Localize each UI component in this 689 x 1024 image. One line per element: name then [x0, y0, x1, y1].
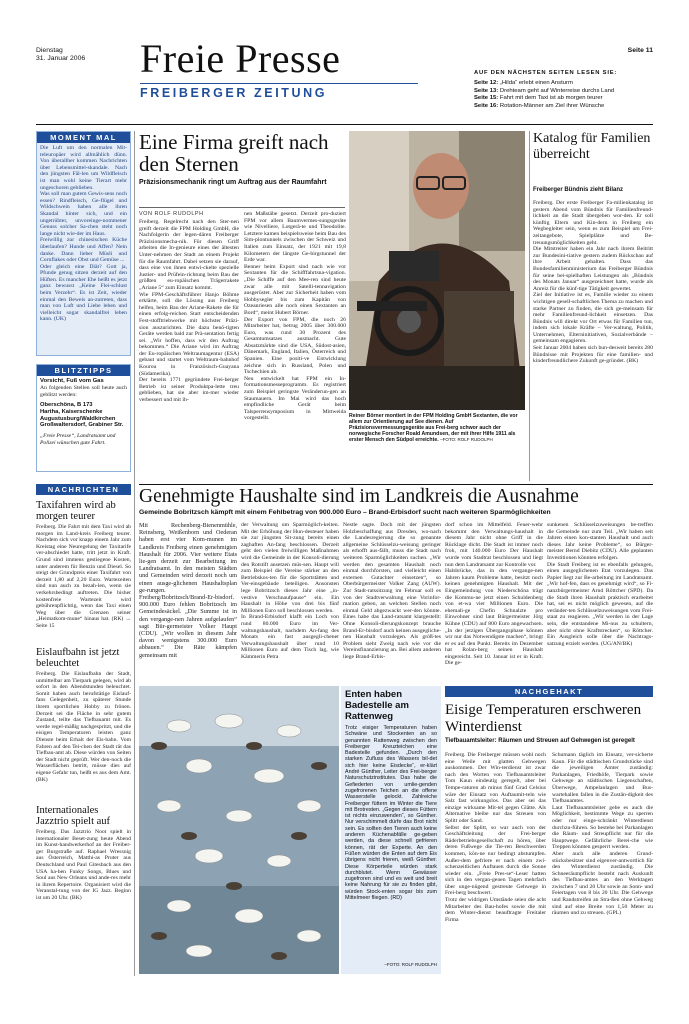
- news-text-taxi: Freiberg. Die Fahrt mit dem Taxi wird ab morgen im Land-kreis Freiberg teurer. Nachdem sich vor knapp einem Jahr zum Kreistag eine Neuregelung der Taxitarife ver-abschiedet hatte, tritt jetzt in Kraft. Grund sind immens gestiegene Kosten, unter anderem für Benzin und Diesel. So steigt der Grundpreis einer Taxifahrt von derzeit 1,80 auf 2,20 Euro. Wartezeiten sind nun auch zu bezah-len, wenn sie verkehrsbedingt auftreten. Die bisher kostenfreie Wartezeit wird gebührenpflichtig, wenn das Taxi einen Weg über die Grenzen seiner „Heimatkom-mune“ hinaus hat. (RK) → Seite 15: [36, 524, 131, 629]
- news-text-jazz: Freiberg. Das Jazztrio Noot spielt in internationaler Beset-zung heute Abend im Kunst-handwerkerhof an der Freiber-ger Burgstraße auf. Raphael Wressnig aus Österreich, Matthi-as Pruter aus Deutschland und Paul Gitesbach aus den USA ha-ben Funky Songs, Blues und Soul aus New Orleans und ande-res mehr in ihrem Repertoire. Organisiert wird die Veranstal-tung von der IG Jazz. Beginn ist um 20 Uhr. (BK): [36, 829, 131, 901]
- article1-headline: Eine Firma greift nach den Sternen: [139, 130, 329, 176]
- nachgehakt-column-2: Schumann täglich im Einsatz, ver-sicherte Kaun. Für die städtischen Grundstücke sind die jeweiligen Ämter zuständig: Parkanlagen, Friedhöfe, Tierpark sowie Gehwege an städtischen Liegenschaften, Überwege, Ampelanlagen und Bus-wartehallen fallen in die Zustän-digkeit des Tiefbauamtes. Laut Tiefbauamtsleiter gebe es auch die Möglichkeit, bestimmte Wege zu sperren oder nur einge-schränkt Winterdienst durchzu-führen. So bestehe bei Parkanlagen die Räum- und Streupflicht nur für die Hauptwege. Gefährliche Berei-che wie Treppen könnten gesperrt werden. Aber auch alle anderen Grund-stücksbesitzer sind eigenver-antwortlich für den Winterdienst zuständig. Die Schneeräumpflicht besteht nach Auskunft des Tiefbau-amtes an den Werktagen zwischen 7 und 20 Uhr sowie an Sonn- und Feiertagen von 8 bis 20 Uhr. Die Gehwege und Randstreifen an Stra-ßen ohne Gehweg sind auf eine Breite von 1,50 Meter zu räumen und zu streuen. (GPL): [552, 752, 653, 917]
- moment-mal-label: MOMENT MAL: [37, 132, 130, 143]
- teaser-item[interactable]: Seite 16: Rotation-Männer am Ziel ihrer Wünsche: [474, 102, 605, 109]
- article1-column-2: nen Maßstäbe gesetzt. Derzeit pro-duziert FPM vor allem Baumvermes-sungsgeräte wie Nivelliere, Lotgerä-te und Theodolite. Letztere kamen beispielsweise beim Bau des Sim-plontunnels zwischen der Schweiz und Italien zum Einsatz, der 1921 mit 19,8 Kilometern der längste Ge-birgstunnel der Erde war. Benner beim Export sind nach wie vor Sextanten für die Schifffahrtsna-vigation. „Die Schiffe auf den Mee-ren sind heute zwar alle mit Satelli-tennavigation ausgerüstet. Aber zur Sicherheit haben vom Hobbysegler bis zum Kapitän von Ozeanriesen alle noch einen Sextanten an Bord“, meint Hubert Börner. Der Export von FPM, die noch 26 Mitarbeiter hat, betrug 2005 über 300.000 Euro, was rund 30 Prozent des Gesamtumsatzes ausmacht. Gute Absatzmärkte sind die USA, Südost-asien, Dänemark, England, Italien, Österreich und Spanien. Eine positi-ve Entwicklung zeichne sich in Russland, Polen und Tschechien ab. Neu entwickelt hat FPM ein In-formationsmesseprogramm. Es registriert zum Beispiel geringste Veränderun-gen an Staumauern. Im Mai wird das hoch empfindliche Gerät beim Talsperrensymposium in Mittweida vorgestellt.: [244, 211, 346, 422]
- photo-workshop-illustration: [349, 131, 525, 410]
- article2-column-4: dorf schon im Mittelfeld. Feuer-wehr bekommt den Verwaltungs-haushalt in diesem Jahr nicht ohne Griff in die Rücklage dicht. Die Stadt ist immer noch froh, mit 140.000 Euro Der Haushalt wurde vom Stadtrat beschlossen und liegt nun dem Landratsamt zur Kontrolle vor. Halsbrücke, das in den vergange-nen Jahren kaum Probleme hatte, besitzt noch keinen genehmigten Haushalt. Mit der Eingemeindung von Niederschöna trägt die Kommu-ne jetzt einen Schuldenberg von et-wa vier Millionen Euro. Die ehemali-ge Chefin Schnalzte pro Einwohner sind laut Bürgermeister Jörg Kühne (CDU) auf 800 Euro angewachsen. „In der jetzigen Übergangsphase können wir nur das Notwendigste machen“, bringt er es auf den Punkt. Bereits im Dezember hat Rolan-berg seinen Haushalt eingereicht. Seit 10. Januar ist er in Kraft. Die ge-: [445, 522, 543, 667]
- katalog-text: Freiberg. Der erste Freiberger Fa-milienkatalog ist gestern Abend vom Bündnis für Familienfreund-lichkeit an die Stadt übergeben wor-den. Er soll künftig Eltern und Kin-dern in Freiberg ein Wegbegleiter sein, wenn es zum Beispiel um Frei-zeitangebote, Spielplätze und Be-treuungsmöglichkeiten geht. Die Mitstreiter haben ein Jahr nach ihrem Beitritt zur Bundesini-tiative gestern zudem Rückschau auf ihre Arbeit gehalten. Dass das Bundesfamilienministerium das Freiberger Bündnis für seine bei-spielhaften Leistungen als „Bündnis des Monats Januar“ ausgezeichnet hatte, wurde als Anreiz für die künf-tige Tätigkeit gewertet. Ziel der Initiative ist es, Familie wieder zu einem wichtigen gesell-schaftlichen Thema zu machen und starke Partner zu finden, die sich ge-meinsam für mehr Familienfreund-lichkeit einsetzen. Das Bündnis will direkt vor Ort etwas für Familien tun, indem sich lokale Kräfte – Ver-waltung, Politik, Unternehmen, Elterninitiativen, Sozialverbände – gemeinsam engagieren. Seit Januar 2004 haben sich bun-desweit bereits 280 Bündnisse mit Projekten für eine familien- und kinderfreundlichere Zukunft ge-gründet. (BK): [533, 200, 653, 365]
- news-text-eislauf: Freiberg. Die Eislaufbahn der Stadt, unmittelbar am Tierpark gelegen, wird ab sofort in den Abendstunden beleuchtet. Somit haben auch berufstätige Eislauf-fans Gelegenheit, zu späterer Stunde ihrem sportlichen Hobby zu frönen. Derzeit sei die Fläche in sehr gutem Zustand, teilte das Tiefbauamt mit. Es werde regel-mäßig nachgespritzt, und die eisigen Temperaturen leisten ganz Dienste beim Erhalt der Eis-bahn. Vom Fahren auf den Tei-chen der Stadt rät das Tiefbau-amt ab. Diese würden von Seiten der Stadt nicht geprüft. Wer den-noch die Wasserflächen betritt, müsse dies auf eigene Gefahr tun, heißt es aus dem Amt. (BK): [36, 671, 131, 783]
- mid-divider: [139, 484, 653, 485]
- moment-mal-box: [36, 131, 131, 356]
- blitztipps-source: „Freie Presse“, Landratsamt und Polizei wünschen gute Fahrt.: [40, 433, 116, 446]
- moment-mal-text: Die Luft um den normalen Mit-teleuropäer wird allmählich dünn. Von überallher kommen Nachrichten über Lebensmittel-skandale. Nach den jüngsten Fäl-len um Wildfleisch ist man wohl keine Tierart mehr ungeschoren geblieben. Was soll man gutem Gewis-sens noch essen? Rindfleisch, Ge-flügel und Wildschwein haben alle ihren Skandal hinter sich, und ein ungetrübter, unvoreinge-nommener Genuss solcher Sa-chen steht noch lange nicht wie-der im Haus. Freiwillig zur chinesischen Küche überlaufen? Hunde und Affen? Nein danke. Dann lieber Müsli und Cornflakes oder Obst und Gemüse ... Oder gleich eine Diät? Gott ja, Pfunde genug sitzen derzeit auf den Hüften. Es mancher Ehe heißt es jetzt ganz bewusst „Keine Flei-schlust beim Verzehr“. Es ist Zeit, wieder einmal den Beweis an-zutreten, dass man von Luft und Liebe leben und vielleicht sogar skandalfrei leben kann. (UK): [40, 145, 127, 323]
- column-divider: [529, 131, 530, 481]
- nachgehakt-section: [445, 686, 653, 744]
- header-divider: [36, 124, 653, 125]
- enten-box: [341, 686, 441, 974]
- blitztipps-label: BLITZTIPPS: [37, 365, 130, 376]
- blitztipps-box: [36, 364, 131, 472]
- article2-column-2: der Verwaltung um Sparmöglich-keiten. Mit der Erhöhung der Hun-desteuer haben sie zur jüngsten Sit-zung bereits einen zaghaften An-fang beschlossen. Derzeit geht den vielen freiwilligen Maßnahmen wird die Gemeinde in der Konsoli-dierung den Rotstift ansetzen müs-sen. Haupt will zum Beispiel die Vereine stärker an den Betriebskos-ten für die Sportstätten und Ver-einsgebäude beteiligen. Ansonsten lege Bobritzsch dieses Jahr eine „in-vestive Verschnaufpause“ ein. Ein Haushalt in Höhe von drei bis fünf Millionen Euro soll beschlossen werden. In Brand-Erbisdorf klafft ein Loch von rund 80.000 Euro im Ver-waltungshaushalt, nachdem An-fang des Monats ein fast ausgegli-chener Verwaltungshaushalt über rund 10 Millionen Euro auf dem Tisch lag, wie Kämmerin Petra: [241, 522, 339, 660]
- weekday: Dienstag: [36, 47, 63, 54]
- article2-headline: Genehmigte Haushalte sind im Landkreis die Ausnahme: [139, 486, 579, 507]
- article2-column-3: Nestle sagte. Doch mit der jüngsten Holzbeschaffung aus Dresden, wo-nach die Landesregierung die so genannte allgemeine Schlüsselzu-weisung geringer als erhofft aus-fällt, muss die Stadt nach weiteren Sparmöglichkeiten suchen. „Wir werden den gesamten Haushalt noch einmal durchforsten, und vielleicht einen externen Gutachter einsetzen“, so Oberbürgermeister Volker Zang (AUW). Zur Stadt-ratssitzung im Februar soll es von der Stadtverwaltung eine Vorinfor-mation geben, an welchen Stellen noch einmal Geld abgezwackt wer-den könnte. Eines habe das Land-ratsamt klargestellt: Ohne Konsoli-dierungskonzept brauche Brand-Er-bisdorf auch keinen ausgegliche-nen Haushalt vorzulegen. Als größ-tes Problem sieht Zweig nach wie vor die Vereinsfinanzierung an. Bei allem anderen liege Brand-Erbis-: [343, 522, 441, 660]
- article2-subhead: Gemeinde Bobritzsch kämpft mit einem Fehlbetrag von 900.000 Euro – Brand-Erbisdorf sucht nach weiteren Sparmöglichkeiten: [139, 509, 551, 516]
- photo-workshop: [349, 131, 525, 410]
- news-title-taxi: Taxifahren wird ab morgen teurer: [36, 500, 116, 522]
- nachrichten-label: NACHRICHTEN: [36, 484, 131, 495]
- teaser-item[interactable]: Seite 13: Drehteam geht auf Winterreise durchs Land: [474, 87, 615, 94]
- blitztipps-places: Oberschöna, B 173 Hartha, Kaiserschenke Augustusburg/Waldkirchen Großwaltersdorf, Grabiner Str.: [40, 402, 124, 429]
- enten-credit: –FOTO: ROLF RUDOLPH: [384, 962, 437, 967]
- article1-rule: [139, 207, 345, 208]
- photo-ducks-illustration: [139, 686, 339, 974]
- page-number: Seite 11: [627, 47, 653, 54]
- article2-column-1: Mit Rechenberg-Bienenmühle, Reinsberg, Weißenborn und Oederan haben erst vier Kom-munen im Landkreis Freiberg einen genehmigten Haushalt für 2006. Vier weitere Etats lie-gen derzeit zur Bearbeitung im Landratsamt. In den meisten Städten und Gemeinden wird derzeit noch um einen ausge-glichenen Haushaltsplan ge-rungen. Freiberg/Bobritzsch/Brand-Er-bisdorf. 900.000 Euro fehlen Bobritzsch im Gemeindesäckel. „Die Summe ist in den vergange-nen Jahren aufgelaufen“ sagt Bür-germeister Volker Haupt (CDU). „Wir wollen in diesem Jahr davon wenigstens 300.000 Euro abbauen.“ Die Räte kämpfen gemeinsam mit: [139, 522, 237, 659]
- article1-column-1: Freiberg. Regelrecht nach den Ster-nen greift derzeit die FPM Holding GmbH, die Nachfolgerin der legen-dären Freiberger Präzisionsmecha-nik. Für diesen Griff arbeiten die In-genieure eines der ältesten Unter-nehmen der Stadt an einem Projekt für die Raumfahrt. Dabei setzen sie darauf, dass eine von ihnen entwi-ckelte spezielle Justier- und Prüfein-richtung beim Bau der größten eu-ropäischen Trägerrakete „Ariane 5“ zum Einsatz kommt. Wie FPM-Geschäftsführer Hanjo Böhme erklärte, soll die Lösung aus Freiberg helfen, beim Bau der Ariane-Rakete die für einen erfolg-reichen Start entscheidenden Fest-stofftriebwerke mit höchster Präzi-sion auszurichten. Die dazu benö-tigten Geräte werden bald zur Prä-sentation fertig sei. „Wir hoffen, dass wir den Auftrag bekommen.“ Die Ariane wird im Auftrag der Eu-ropäischen Weltraumagentur (ESA) gebaut und startet vom Weltraum-bahnhof Kourou in Französisch-Guayana (Südamerika). Der bereits 1771 gegründete Frei-berger Betrieb ist seiner Produktpa-lette treu geblieben, hat sie aber im-mer wieder verbessert und mit ih-: [139, 219, 239, 404]
- nachgehakt-column-1: Freiberg. Die Freiberger müssen wohl noch eine Weile mit glatten Gehwegen auskommen. Der Win-terdienst ist zwar nach den Worten von Tiefbauamtsleiter Tom Kaun eindeutig geregelt, aber bei Tempe-raturen ab minus fünf Grad Celsius wäre der Einsatz von Auftaumit-teln wie Salz fast wirkungslos. Das aber sei das einzige wirksame Mit-tel gegen Glätte. Als Alternative bleibe nur das Streuen von Splitt oder Sand. Selbst der Splitt, so war auch von der Geschäftsleitung der Frei-berger Räderbetriebsgesellschaft zu hören, über deren Fußwege die Tie-ren Beschwerden kommen, kön-ne nur bedingt abstumpfen. Außer-dem gefriere er nach einem zwi-schenzeitlichen Auftauen durch die Sonne wieder ein. „Freie Pres-se“-Leser hatten sich in den vergan-genen Tagen mehrfach über unge-nügend gestreute Gehwege in Frei-berg beschwert. Trotz der widrigen Umstände seien die acht Mitarbeiter des Bau-hofes sowie die mit dem Winter-dienst beauftragte Freitaler Firma: [445, 752, 546, 923]
- blitztipps-intro: An folgenden Stellen soll heute auch geblitzt werden:: [40, 385, 127, 398]
- photo-ducks: [139, 686, 339, 974]
- masthead-subtitle: FREIBERGER ZEITUNG: [140, 86, 328, 100]
- nachrichten-column: [36, 484, 131, 974]
- article1-byline: VON ROLF RUDOLPH: [139, 211, 204, 217]
- article1-subhead: Präzisionsmechanik ringt um Auftrag aus der Raumfahrt: [139, 179, 327, 186]
- enten-text: Trotz eisiger Temperaturen haben Schwäne und Stockenten an so genannten Rattenweg zwischen den Freiberger Kreuzteichen eine Badestelle gefunden. „Durch den starken Zufluss des Wassers bil-det sich hier keine Eisdecke“, er-klärt André Günther, Leiter des Frei-berger Naturschutzinstitutes. Das habe die Gefiederten von umlie-genden zugefrorenen Teichen an die offene Wasserstelle gelockt. Zahlreiche Freiberger füttern im Winter die Tiere mit Brotresten. „Gegen dieses Füttern ist nichts einzuwenden“, so Günther. Nur verschimmelt dürfe das Brot nicht sein. Es sollten den Tieren auch keine anderen Küchenabfälle ge-geben werden, da diese schnell gefrieren können, rät der Experte. An den Füßen würden die Enten auf dem Eis übrigens nicht frieren, weiß Günther. Diese Körperteile würden stark durchblutet. Wenn Gewässer zugefroren sind und es weit und breit keine Nahrung für sie zu finden gibt, würden Stock-enten sogar bis zum Mittelmeer fliegen. (RD): [345, 725, 437, 902]
- news-title-jazz: Internationales Jazztrio spielt auf: [36, 805, 111, 827]
- teaser-title: AUF DEN NÄCHSTEN SEITEN LESEN SIE:: [474, 70, 618, 76]
- nachgehakt-label: NACHGEHAKT: [445, 686, 653, 697]
- nachgehakt-subhead: Tiefbauamtsleiter: Räumen und Streuen auf Gehwegen ist geregelt: [445, 738, 635, 744]
- teaser-list: [474, 80, 674, 110]
- teaser-item[interactable]: Seite 15: Fahrt mit dem Taxi ist ab morgen teurer: [474, 95, 603, 102]
- date: 31. Januar 2006: [36, 55, 86, 62]
- date-block: [36, 47, 85, 63]
- teaser-item[interactable]: Seite 12: „Hilda“ erlebt einen Ansturm: [474, 80, 573, 86]
- enten-headline: Enten haben Badestelle am Rattenweg: [345, 689, 409, 722]
- news-title-eislauf: Eislaufbahn ist jetzt beleuchtet: [36, 647, 120, 669]
- blitztipps-headline: Vorsicht, Fuß vom Gas: [40, 378, 104, 384]
- sidebar-divider: [134, 131, 135, 976]
- masthead-title: Freie Presse: [140, 36, 341, 81]
- nachgehakt-headline: Eisige Temperaturen erschweren Winterdienst: [445, 702, 642, 735]
- katalog-subhead: Freiberger Bündnis zieht Bilanz: [533, 187, 624, 193]
- katalog-headline: Katalog für Familien überreicht: [533, 131, 651, 162]
- article2-column-5: sunkenen Schlüsselzuweisungen be-treffen die Gemeinde nur zum Teil. „Wir haben seit Jahren einen kon-stanten Haushalt und auch dieses Jahr keine Probleme“, so Bürger-meister Bernd Diebitz (CDU). Alle geplanten Investitionen könnten erfolgen. Die Stadt Freiberg ist es ebenfalls gelungen, einen ausgeglichenen Etat vorzulegen. Das Papier liegt zur Be-arbeitung im Landratsamt. „Wir hof-fen, dass es genehmigt wird“, so Fi-nanzbürgermeister Arnd Röttcher (SPD). Da die Stadt ihren Haushalt praktisch erarbeitet hat, sei es nicht möglich gewesen, auf die veränder-ten Schlüsselzuweisungen vom Frei-staat zu reagieren. „Wir werden in der Lage sein, die entstandene Mi-nus zu schultern, aber nicht ohne Kraftstrecken“, so Röttcher. Ein Ausgleich solle über die Nachtrags-satzung erzielt werden. (UG/AN/BK): [547, 522, 653, 647]
- masthead-rule: [140, 83, 418, 84]
- photo-workshop-caption: Reiner Börner montiert in der FPM Holding GmbH Sextanten, die vor allem zur Orientierung auf See dienen. Auf Präzisionsvermessungsgeräte aus Frei-berg schwor auch der norwegische Forscher Roald Amundsen, der mit ihrer Hilfe 1911 als erster Mensch den Südpol erreichte. –FOTO: ROLF RUDOLPH: [349, 413, 518, 443]
